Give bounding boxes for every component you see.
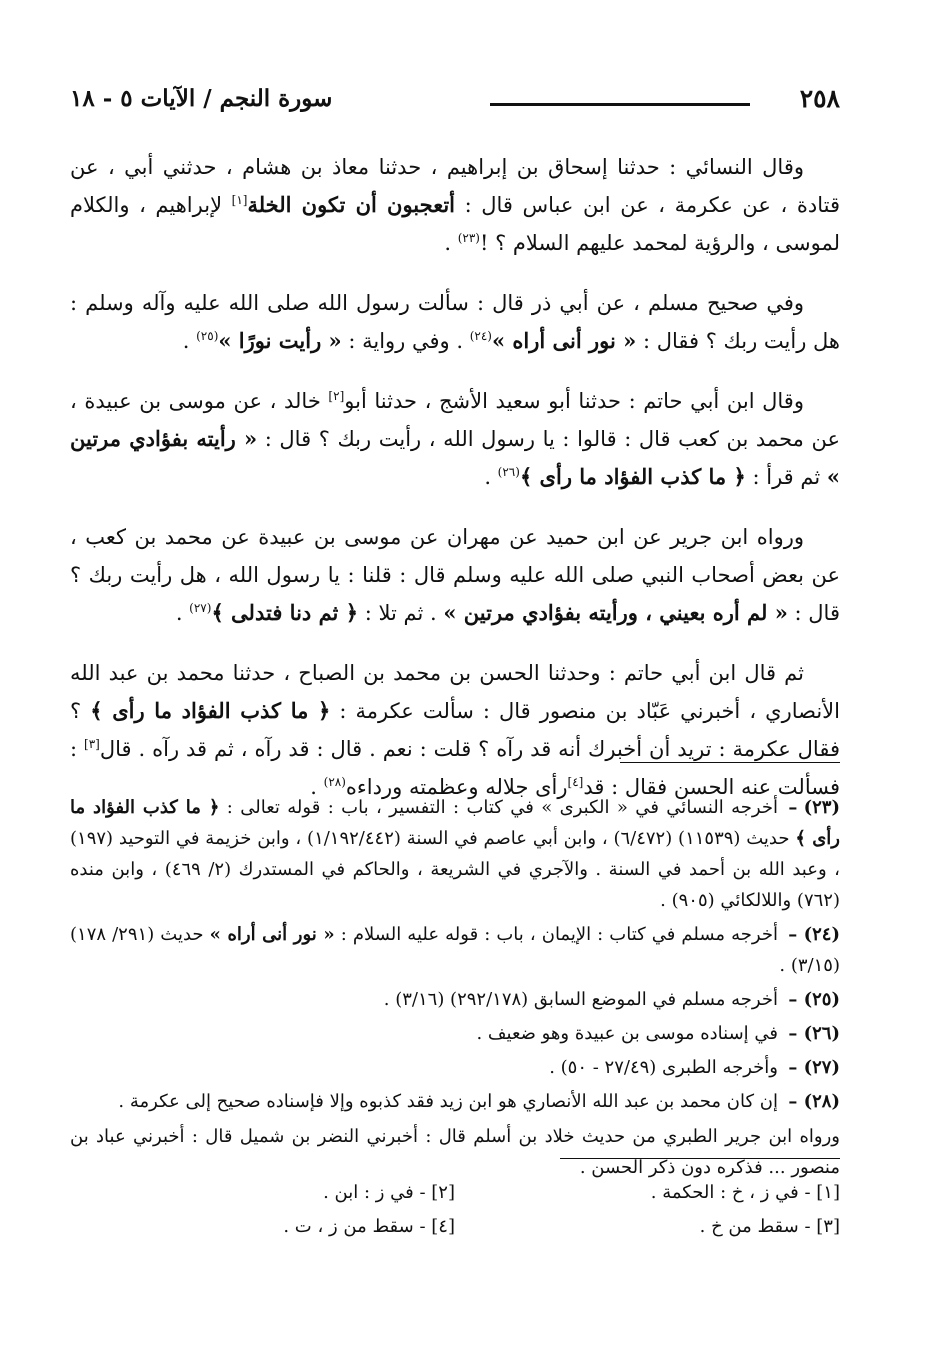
footnote-ref: (٢٧): [189, 601, 212, 615]
footnote-ref: (٢٥): [196, 329, 219, 343]
footnote-27: (٢٧) –وأخرجه الطبرى (٢٧/٤٩ - ٥٠) .: [549, 1057, 840, 1078]
variants-row: [70, 1210, 840, 1244]
footnote-ref: (٢٣): [457, 231, 480, 245]
bold-quote: « رأيته بفؤادي مرتين »: [70, 426, 840, 489]
page-number: ٢٥٨: [799, 84, 840, 113]
footnote-divider: [620, 762, 840, 763]
footnote-23: (٢٣) –أخرجه النسائي في « الكبرى » في كتاب : التفسير ، باب : قوله تعالى : ﴿ ما كذب الفؤاد ما رأى ﴾ حديث (١١٥٣٩) (٦/٤٧٢) ، وابن أبي عاصم في السنة (١/١٩٢/٤٤٢) ، وابن خزيمة في التوحيد (١٩٧) ، وعبد الله بن أحمد في السنة . والآجري في الشريعة ، والحاكم في المستدرك (٢/ ٤٦٩) ، وابن منده (٧٦٢) واللالكائي (٩٠٥) .: [70, 797, 840, 911]
paragraph-3: وقال ابن أبي حاتم : حدثنا أبو سعيد الأشج ، حدثنا أبو[٢] خالد ، عن موسى بن عبيدة ، عن محمد بن كعب قال : قالوا : يا رسول الله ، رأيت ربك ؟ قال : « رأيته بفؤادي مرتين » ثم قرأ : ﴿ ما كذب الفؤاد ما رأى ﴾$^{(٢٦)}$ .: [70, 389, 840, 489]
variant-note-3: [٣] - سقط من خ .: [699, 1216, 840, 1237]
variants-row: [70, 1176, 840, 1210]
footnote-ref: (٢٨): [323, 775, 346, 789]
footnotes: [70, 792, 840, 1183]
footnote-25: (٢٥) –أخرجه مسلم في الموضع السابق (٢٩٢/١٧٨) (٣/١٦) .: [383, 989, 840, 1010]
variant-note-4: [٤] - سقط من ز ، ت .: [283, 1216, 455, 1237]
variant-note-1: [١] - في ز ، خ : الحكمة .: [650, 1182, 840, 1203]
footnote-28: (٢٨) –إن كان محمد بن عبد الله الأنصاري هو ابن زيد فقد كذبوه وإلا فإسناده صحيح إلى عكرمة .: [118, 1091, 840, 1112]
variant-note-2: [٢] - في ز : ابن .: [323, 1182, 455, 1203]
paragraph-5: ثم قال ابن أبي حاتم : وحدثنا الحسن بن محمد بن الصباح ، حدثنا محمد بن عبد الله الأنصاري ، أخبرني عَبّاد بن منصور قال : سألت عكرمة : ﴿ ما كذب الفؤاد ما رأى ﴾ ؟ فقال عكرمة : تريد أن أخبرك أنه قد رآه ؟ قلت : نعم . قال : قد رآه ، ثم قد رآه . قال[٣] : فسألت عنه الحسن فقال : قد[٤]رأى جلاله وعظمته ورداءه$^{(٢٨)}$ .: [70, 661, 840, 799]
footnote-ref: (٢٤): [469, 329, 492, 343]
quran-verse: ﴿ ما كذب الفؤاد ما رأى ﴾: [519, 464, 746, 489]
variant-marker: [٣]: [84, 737, 100, 751]
running-title: سورة النجم / الآيات ٥ - ١٨: [70, 85, 333, 112]
paragraph-1: وقال النسائي : حدثنا إسحاق بن إبراهيم ، حدثنا معاذ بن هشام ، حدثني أبي ، عن قتادة ، عن عكرمة ، عن ابن عباس قال : أتعجبون أن تكون الخلة[١] لإبراهيم ، والكلام لموسى ، والرؤية لمحمد عليهم السلام ؟ !$^{(٢٣)}$ .: [70, 155, 840, 255]
footnote-28-continuation: ورواه ابن جرير الطبري من حديث خلاد بن أسلم قال : أخبرني النضر بن شميل قال : أخبرني عباد بن منصور ... فذكره دون ذكر الحسن .: [70, 1126, 840, 1178]
variant-marker: [١]: [231, 193, 248, 207]
variant-marker: [٤]: [567, 775, 584, 789]
footnote-ref: (٢٦): [497, 465, 520, 479]
paragraph-2: وفي صحيح مسلم ، عن أبي ذر قال : سألت رسول الله صلى الله عليه وآله وسلم : هل رأيت ربك ؟ فقال : « نور أنى أراه »$^{(٢٤)}$ . وفي رواية : « رأيت نورًا »$^{(٢٥)}$ .: [70, 291, 840, 353]
bold-quote: « نور أنى أراه »: [491, 328, 637, 353]
footnote-24: (٢٤) –أخرجه مسلم في كتاب : الإيمان ، باب : قوله عليه السلام : « نور أنى أراه » حديث (٢٩١/ ١٧٨) (٣/١٥) .: [70, 924, 840, 976]
paragraph-4: ورواه ابن جرير عن ابن حميد عن مهران عن موسى بن عبيدة عن محمد بن كعب ، عن بعض أصحاب النبي صلى الله عليه وسلم قال : قلنا : يا رسول الله ، هل رأيت ربك ؟ قال : « لم أره بعيني ، ورأيته بفؤادي مرتين » . ثم تلا : ﴿ ثم دنا فتدلى ﴾$^{(٢٧)}$ .: [70, 525, 840, 625]
quran-verse: ﴿ ثم دنا فتدلى ﴾: [211, 600, 359, 625]
bold-quote: « لم أره بعيني ، ورأيته بفؤادي مرتين »: [443, 600, 788, 625]
quran-verse: ﴿ ما كذب الفؤاد ما رأى ﴾: [90, 698, 331, 723]
page-header: [70, 84, 840, 128]
variants-divider: [560, 1158, 840, 1159]
manuscript-variants: [70, 1176, 840, 1244]
variant-marker: [٢]: [328, 389, 345, 403]
main-text: [70, 148, 840, 828]
bold-quote: « رأيت نورًا »: [218, 328, 342, 353]
header-rule: [490, 103, 750, 106]
bold-quote: أتعجبون أن تكون الخلة: [247, 192, 456, 217]
footnote-26: (٢٦) –في إسناده موسى بن عبيدة وهو ضعيف .: [476, 1023, 840, 1044]
